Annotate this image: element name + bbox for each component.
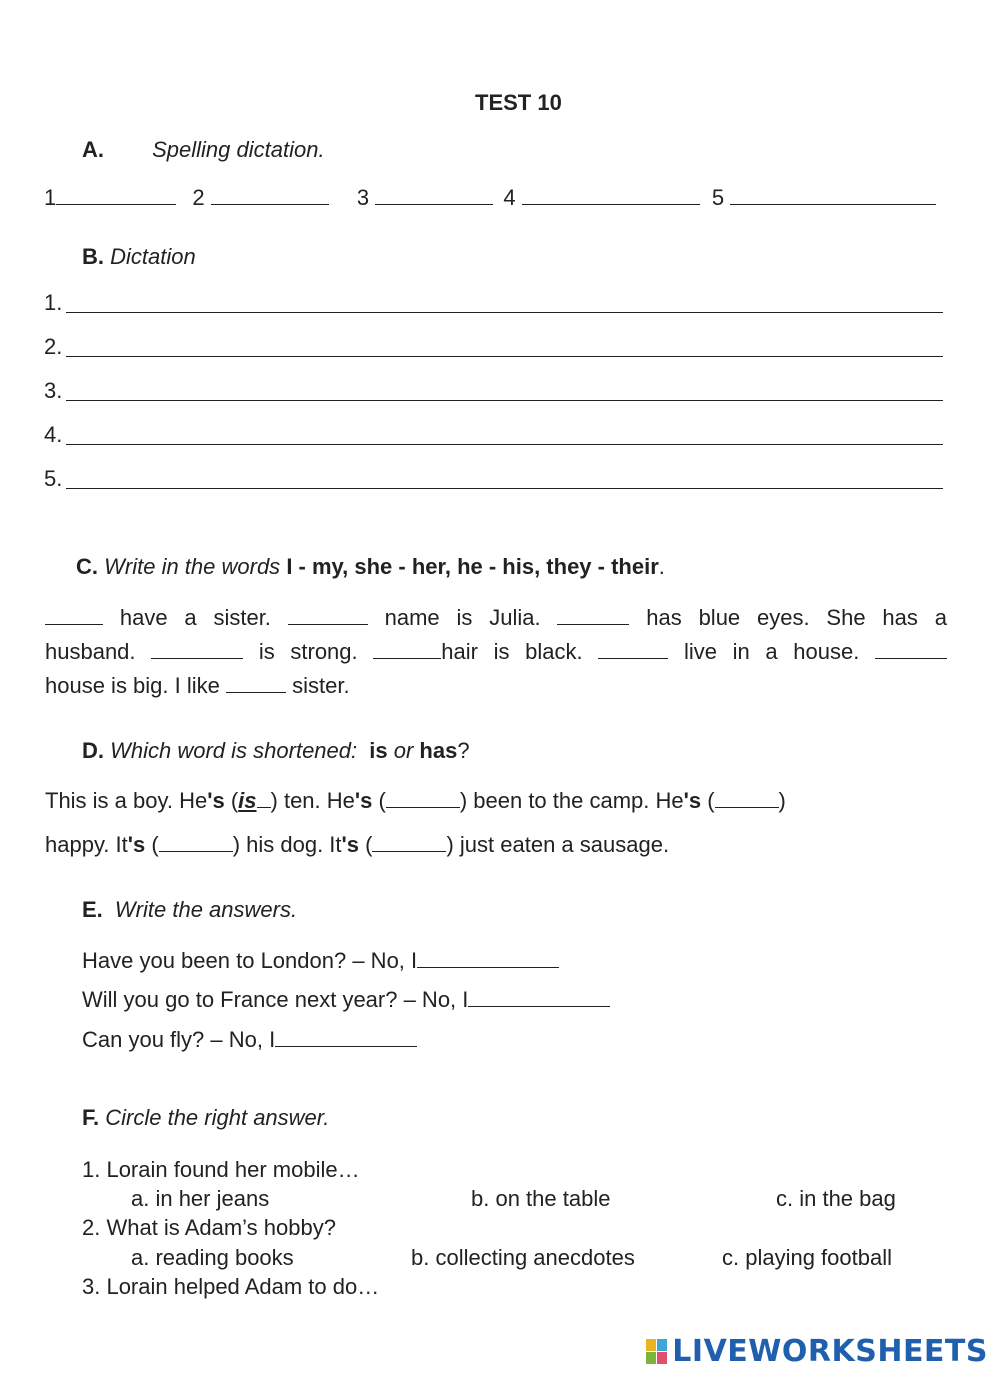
answer-prompt-2: Will you go to France next year? – No, I	[82, 987, 469, 1012]
pronoun-blank-6[interactable]	[598, 640, 668, 659]
pronoun-blank-8[interactable]	[226, 674, 286, 693]
spelling-blank-1[interactable]	[56, 186, 176, 205]
q1-option-b[interactable]: b. on the table	[471, 1186, 611, 1211]
example-blank-tail	[257, 789, 271, 808]
paren-open-5: (	[365, 832, 373, 857]
pronoun-blank-4[interactable]	[151, 640, 243, 659]
section-c-text-8: house is big. I like	[45, 673, 220, 698]
pronoun-blank-5[interactable]	[373, 640, 441, 659]
section-b-letter: B.	[82, 244, 104, 269]
section-c-words: I - my, she - her, he - his, they - their	[286, 554, 659, 579]
dictation-num-3: 3.	[44, 378, 63, 403]
spelling-num-4: 4	[503, 185, 516, 210]
section-a-heading	[82, 136, 325, 164]
page-title: TEST 10	[475, 90, 562, 115]
paren-close-1: )	[270, 788, 278, 813]
apostrophe-s-1: 's	[207, 788, 225, 813]
answer-prompt-1: Have you been to London? – No, I	[82, 948, 418, 973]
option-has: has	[419, 738, 458, 763]
answer-question-1	[82, 947, 559, 975]
section-d-text-2: ten. He	[283, 788, 355, 813]
section-c-period: .	[658, 554, 665, 579]
q1-option-a[interactable]: a. in her jeans	[131, 1186, 270, 1211]
answer-blank-3[interactable]	[275, 1028, 417, 1047]
apostrophe-s-5: 's	[341, 832, 359, 857]
answer-blank-1[interactable]	[417, 949, 559, 968]
question-2: 2. What is Adam’s hobby?	[82, 1215, 336, 1240]
section-f-title: Circle the right answer.	[105, 1105, 330, 1130]
paren-close-2: )	[459, 788, 468, 813]
dictation-num-5: 5.	[44, 466, 63, 491]
dictation-line-4[interactable]	[66, 444, 943, 445]
is-has-blank-1[interactable]	[386, 789, 460, 808]
section-d-or: or	[393, 738, 414, 763]
section-b-heading	[82, 243, 196, 271]
paren-open-2: (	[378, 788, 386, 813]
apostrophe-s-3: 's	[683, 788, 702, 813]
dictation-line-5[interactable]	[66, 488, 943, 489]
liveworksheets-logo	[646, 1334, 988, 1369]
section-c-text-4: husband.	[45, 639, 136, 664]
dictation-line-1[interactable]	[66, 312, 943, 313]
section-c-text-1: have a sister.	[119, 605, 271, 630]
spelling-num-3: 3	[356, 185, 370, 210]
spelling-blank-2[interactable]	[211, 186, 329, 205]
question-1: 1. Lorain found her mobile…	[82, 1157, 360, 1182]
section-c-text-7: live in a house.	[683, 639, 860, 664]
paren-close-4: )	[232, 832, 241, 857]
answer-blank-2[interactable]	[468, 988, 610, 1007]
paren-close-5: )	[446, 832, 454, 857]
spelling-num-1: 1	[44, 185, 57, 210]
section-b-title: Dictation	[110, 244, 196, 269]
pronoun-blank-3[interactable]	[557, 606, 629, 625]
section-d-line-1	[45, 787, 786, 815]
section-d-text-1: This is a boy. He	[45, 788, 208, 813]
dictation-num-4: 4.	[44, 422, 63, 447]
section-d-instruction: Which word is shortened:	[110, 738, 358, 763]
q1-option-c[interactable]: c. in the bag	[776, 1186, 896, 1211]
answer-question-3	[82, 1026, 417, 1054]
dictation-line-3[interactable]	[66, 400, 943, 401]
is-has-blank-2[interactable]	[715, 789, 779, 808]
section-c-text-9: sister.	[292, 673, 350, 698]
liveworksheets-logo-text: LIVEWORKSHEETS	[672, 1334, 988, 1369]
q2-option-c[interactable]: c. playing football	[722, 1245, 892, 1270]
apostrophe-s-4: 's	[127, 832, 146, 857]
answer-question-2	[82, 986, 610, 1014]
question-3: 3. Lorain helped Adam to do…	[82, 1274, 380, 1299]
spelling-blank-5[interactable]	[730, 186, 936, 205]
section-d-text-5: his dog. It	[246, 832, 342, 857]
spelling-num-5: 5	[711, 185, 725, 210]
pronoun-blank-2[interactable]	[288, 606, 368, 625]
pronoun-blank-7[interactable]	[875, 640, 947, 659]
section-c-text-5: is strong.	[258, 639, 358, 664]
paren-open-1: (	[230, 788, 239, 813]
answer-prompt-3: Can you fly? – No, I	[82, 1027, 276, 1052]
spelling-blank-4[interactable]	[522, 186, 700, 205]
q2-option-b[interactable]: b. collecting anecdotes	[411, 1245, 635, 1270]
section-d-qmark: ?	[457, 738, 470, 763]
apostrophe-s-2: 's	[354, 788, 373, 813]
section-d-heading	[82, 737, 470, 765]
option-is: is	[369, 738, 388, 763]
section-c-instruction: Write in the words	[104, 554, 281, 579]
section-f-letter: F.	[82, 1105, 100, 1130]
dictation-num-2: 2.	[44, 334, 63, 359]
section-c-line-3	[45, 672, 350, 700]
section-d-text-4: happy. It	[45, 832, 128, 857]
section-d-text-6: just eaten a sausage.	[459, 832, 670, 857]
dictation-line-2[interactable]	[66, 356, 943, 357]
section-c-heading	[76, 553, 665, 581]
spelling-blank-3[interactable]	[375, 186, 493, 205]
section-c-letter: C.	[76, 554, 98, 579]
section-e-heading	[82, 896, 297, 924]
liveworksheets-logo-icon	[646, 1339, 668, 1365]
section-c-line-2	[45, 638, 947, 666]
dictation-num-1: 1.	[44, 290, 63, 315]
is-has-blank-4[interactable]	[372, 833, 446, 852]
section-c-text-2: name is Julia.	[384, 605, 541, 630]
section-d-letter: D.	[82, 738, 104, 763]
paren-open-4: (	[151, 832, 159, 857]
q2-option-a[interactable]: a. reading books	[131, 1245, 294, 1270]
section-e-title: Write the answers.	[114, 897, 298, 922]
section-c-text-3: has blue eyes. She has a	[646, 605, 947, 630]
section-e-letter: E.	[82, 897, 103, 922]
paren-close-3: )	[778, 788, 786, 813]
pronoun-blank-1[interactable]	[45, 606, 103, 625]
paren-open-3: (	[707, 788, 715, 813]
section-a-letter: A.	[82, 137, 104, 162]
section-d-line-2	[45, 831, 669, 859]
section-c-text-6: hair is black.	[441, 639, 583, 664]
section-d-text-3: been to the camp. He	[473, 788, 684, 813]
spelling-blanks-row	[44, 184, 936, 212]
section-c-line-1	[45, 604, 947, 632]
spelling-num-2: 2	[192, 185, 205, 210]
section-a-title: Spelling dictation.	[152, 137, 325, 162]
section-f-heading	[82, 1104, 329, 1132]
example-answer: is	[238, 788, 257, 813]
is-has-blank-3[interactable]	[159, 833, 233, 852]
